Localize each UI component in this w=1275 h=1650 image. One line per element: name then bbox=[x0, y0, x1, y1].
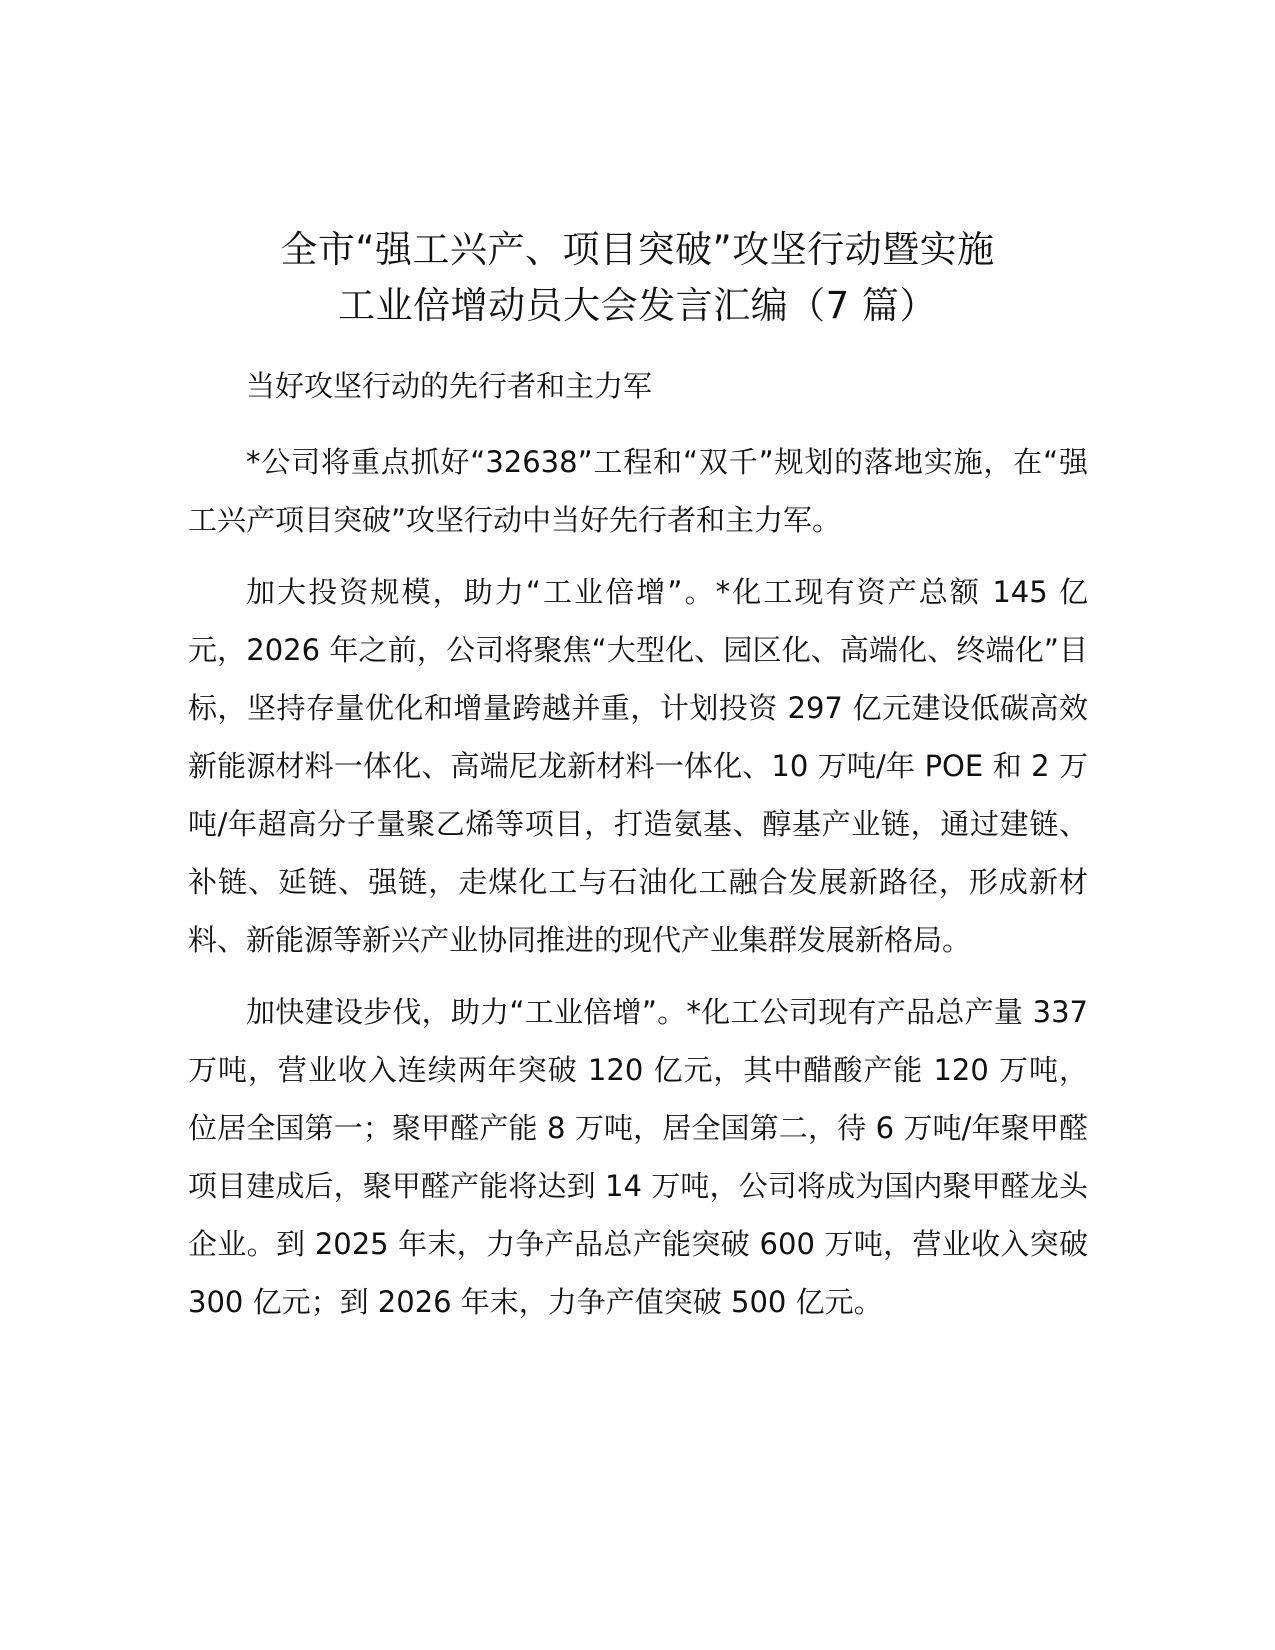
title-line-2: 工业倍增动员大会发言汇编（7 篇） bbox=[338, 284, 937, 327]
document-body bbox=[188, 357, 1088, 1345]
title-line-1: 全市“强工兴产、项目突破”攻坚行动暨实施 bbox=[280, 228, 995, 271]
section-subtitle: 当好攻坚行动的先行者和主力军 bbox=[246, 369, 653, 403]
paragraph-construction: 加快建设步伐，助力“工业倍增”。*化工公司现有产品总产量 337 万吨，营业收入连续两年突破 120 亿元，其中醋酸产能 120 万吨，位居全国第一；聚甲醛产能 8 万吨，居全国第二，待 6 万吨/年聚甲醛项目建成后，聚甲醛产能将达到 14 万吨，公司将成为国内聚甲醛龙头企业。到 2025 年末，力争产品总产能突破 600 万吨，营业收入突破 300 亿元；到 2026 年末，力争产值突破 500 亿元。 bbox=[188, 995, 1088, 1319]
paragraph-investment: 加大投资规模，助力“工业倍增”。*化工现有资产总额 145 亿元，2026 年之前，公司将聚焦“大型化、园区化、高端化、终端化”目标，坚持存量优化和增量跨越并重，计划投资 297 亿元建设低碳高效新能源材料一体化、高端尼龙新材料一体化、10 万吨/年 POE 和 2 万吨/年超高分子量聚乙烯等项目，打造氨基、醇基产业链，通过建链、补链、延链、强链，走煤化工与石油化工融合发展新路径，形成新材料、新能源等新兴产业协同推进的现代产业集群发展新格局。 bbox=[188, 575, 1088, 957]
paragraph-intro: *公司将重点抓好“32638”工程和“双千”规划的落地实施，在“强工兴产项目突破”攻坚行动中当好先行者和主力军。 bbox=[188, 445, 1088, 537]
document-title bbox=[150, 222, 1125, 334]
